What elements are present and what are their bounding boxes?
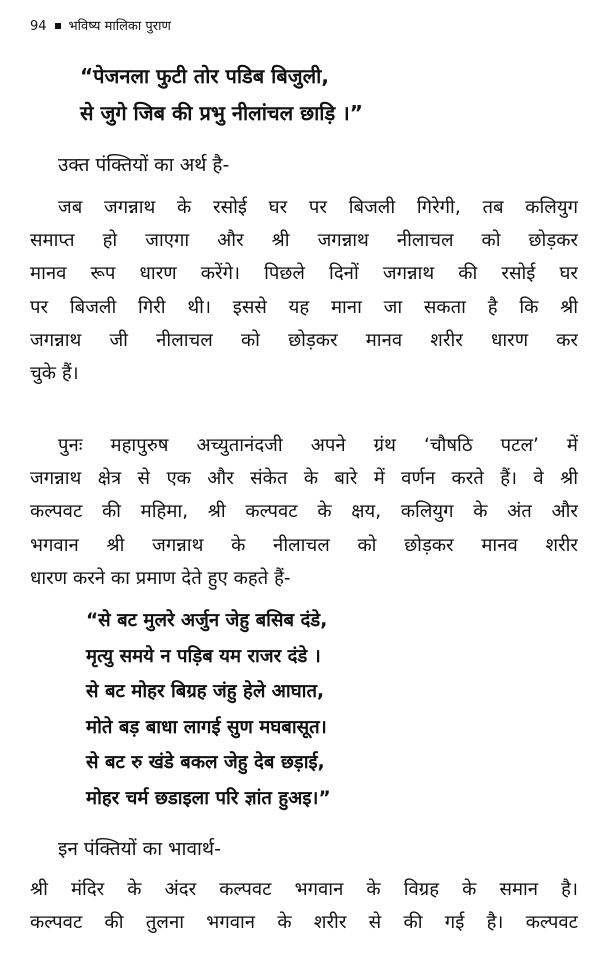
paragraph-line: भगवान श्री जगन्नाथ के नीलाचल को छोड़कर मानव शरीर [30, 534, 578, 556]
paragraph-line: जगन्नाथ जी नीलाचल को छोड़कर मानव शरीर धारण कर [30, 329, 578, 351]
verse-line: से बट मोहर बिग्रह जंहु हेले आघात, [86, 681, 325, 702]
verse-line: से बट रु खंडे बकल जेहु देब छड़ाई, [86, 752, 325, 773]
verse-line: मृत्यु समये न पड़िब यम राजर दंडे । [86, 645, 321, 667]
verse-line: “से बट मुलरे अर्जुन जेहु बसिब दंडे, [86, 610, 328, 631]
paragraph-1 [30, 191, 578, 390]
paragraph-line: जगन्नाथ क्षेत्र से एक और संकेत के बारे में वर्णन करते हैं। वे श्री [30, 468, 578, 490]
paragraph-line: पुनः महापुरुष अच्युतानंदजी अपने ग्रंथ ‘चौषठि पटल’ में [58, 435, 578, 456]
verse-quote-2 [86, 603, 331, 816]
bullet-separator-icon [55, 23, 61, 29]
paragraph-line: पर बिजली गिरी थी। इससे यह माना जा सकता है कि श्री [30, 296, 578, 318]
interpretation-heading: इन पंक्तियों का भावार्थ- [58, 838, 221, 860]
verse-line: मोते बड़ बाधा लागई सुण मघबासूत। [86, 716, 327, 738]
verse-line: “पेजनला फुटी तोर पडिब बिजुली, [80, 64, 329, 88]
verse-line: से जुगे जिब की प्रभु नीलांचल छाड़ि ।” [80, 101, 363, 125]
meaning-heading: उक्त पंक्तियों का अर्थ है- [58, 154, 230, 176]
paragraph-line: श्री मंदिर के अंदर कल्पवट भगवान के विग्रह के समान है। [30, 879, 578, 900]
paragraph-line: चुके हैं। [30, 362, 79, 384]
paragraph-line: कल्पवट की महिमा, श्री कल्पवट के क्षय, कलियुग के अंत और [30, 501, 578, 523]
paragraph-2 [30, 429, 578, 595]
paragraph-line: मानव रूप धारण करेंगे। पिछले दिनों जगन्नाथ की रसोई घर [30, 263, 578, 285]
book-title: भविष्य मालिका पुराण [68, 19, 171, 34]
paragraph-line: कल्पवट की तुलना भगवान के शरीर से की गई है। कल्पवट [30, 912, 578, 934]
paragraph-line: धारण करने का प्रमाण देते हुए कहते हैं- [30, 567, 291, 589]
verse-line: मोहर चर्म छडाइला परि ज्ञांत हुअइ।” [86, 787, 331, 809]
page-number: 94 [30, 19, 47, 34]
paragraph-line: जब जगन्नाथ के रसोई घर पर बिजली गिरेगी, तब कलियुग [58, 197, 578, 218]
paragraph-line: समाप्त हो जाएगा और श्री जगन्नाथ नीलाचल को छोड़कर [30, 230, 578, 252]
paragraph-3 [30, 873, 578, 939]
running-head [30, 18, 171, 36]
verse-quote-1 [80, 58, 363, 132]
